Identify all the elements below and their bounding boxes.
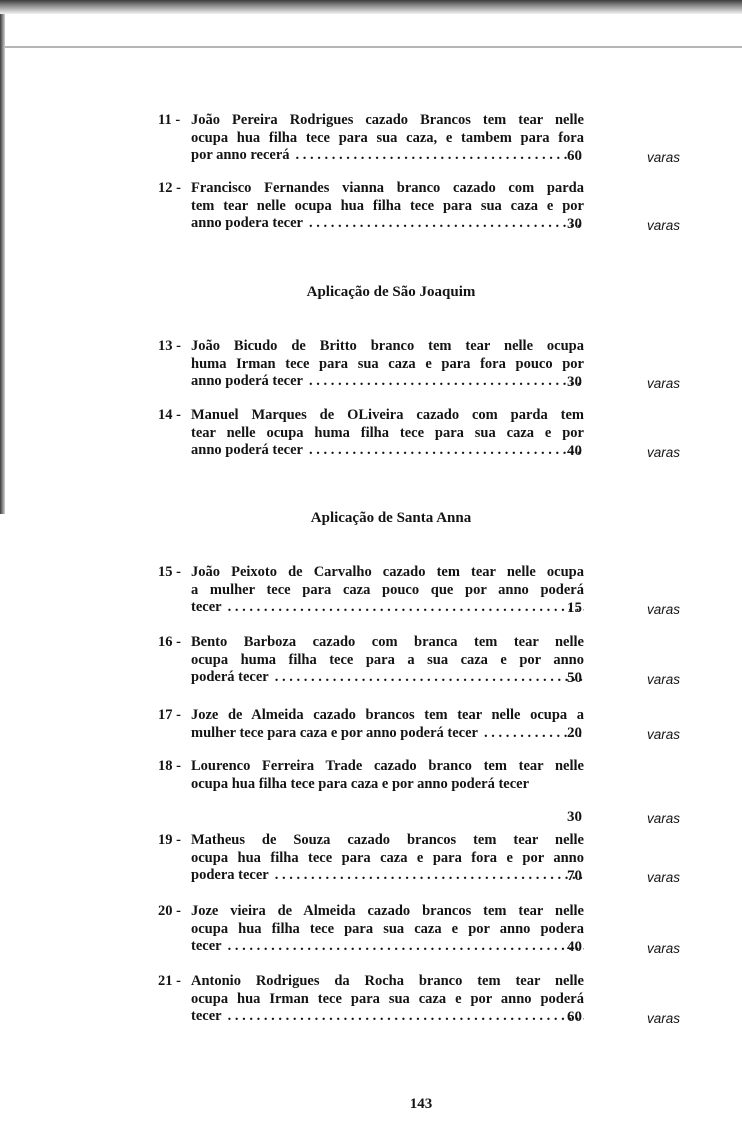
entry-line: poderá tecer [191, 669, 269, 685]
entry-unit: varas [647, 601, 681, 617]
entry-line: ocupa huma filha tece para a sua caza e por anno [191, 651, 584, 668]
entry-unit: varas [647, 671, 681, 687]
entry-line: podera tecer [191, 867, 269, 883]
entry-text [191, 338, 584, 391]
page-number-text: 143 [409, 1096, 433, 1112]
entry-unit: varas [647, 1010, 681, 1026]
entry-text [191, 634, 584, 687]
register-entry [158, 112, 698, 165]
dot-leader [228, 599, 584, 617]
entry-quantity: 70 [567, 867, 582, 884]
scan-edge-line [0, 46, 742, 48]
entry-unit: varas [647, 869, 681, 885]
entry-line: Francisco Fernandes vianna branco cazado com parda [191, 180, 584, 196]
entry-unit: varas [647, 217, 681, 233]
entry-unit: varas [647, 444, 681, 460]
entry-text [191, 564, 584, 617]
register-entry [158, 973, 698, 1026]
entry-unit: varas [647, 727, 681, 742]
entry-line: anno poderá tecer [191, 373, 303, 389]
entry-line: anno poderá tecer [191, 442, 303, 458]
entry-unit: varas [647, 940, 681, 956]
entry-line: Manuel Marques de OLiveira cazado com parda tem [191, 407, 584, 423]
entry-last-line: ocupa hua filha tece para caza e por anno poderá tecer [191, 775, 530, 792]
entry-unit: varas [647, 375, 681, 391]
entry-last-line [191, 867, 584, 885]
register-entry [158, 407, 698, 460]
entry-line: Antonio Rodrigues da Rocha branco tem tear nelle [191, 973, 584, 989]
entry-text [191, 407, 584, 460]
dot-leader [296, 147, 584, 165]
entry-unit: varas [647, 149, 681, 165]
dot-leader [228, 938, 584, 956]
register-entry [158, 758, 698, 826]
entry-quantity: 20 [567, 725, 582, 741]
entry-text [191, 707, 584, 742]
entry-text [191, 758, 584, 793]
section-heading [0, 284, 742, 301]
entry-last-line [191, 725, 584, 743]
entry-line: a mulher tece para caza pouco que por anno poderá [191, 581, 584, 598]
register-entry [158, 903, 698, 956]
entry-line: tecer [191, 1008, 222, 1024]
section-title: Aplicação de São Joaquim [306, 284, 476, 300]
entry-line: João Peixoto de Carvalho cazado tem tear nelle ocupa [191, 564, 584, 580]
entry-text [191, 903, 584, 956]
entry-line: mulher tece para caza e por anno poderá tecer [191, 724, 478, 741]
entry-line: Bento Barboza cazado com branca tem tear nelle [191, 634, 584, 650]
entry-text [191, 112, 584, 165]
entry-line: ocupa hua filha tece para caza e para fora e por anno [191, 849, 584, 866]
page-number [0, 1096, 742, 1113]
entry-quantity: 60 [567, 147, 582, 164]
entry-line: tecer [191, 938, 222, 954]
entry-text [191, 973, 584, 1026]
entry-number: 13 - [158, 338, 181, 354]
entry-line: huma Irman tece para sua caza e para fora pouco por [191, 355, 584, 372]
entry-unit: varas [647, 811, 681, 826]
section-heading [0, 510, 742, 527]
entry-last-line [191, 599, 584, 617]
entry-last-line [191, 215, 584, 233]
entry-number: 16 - [158, 634, 181, 650]
entry-last-line [191, 147, 584, 165]
register-entry [158, 707, 698, 742]
scan-edge-left [0, 14, 5, 514]
entry-quantity: 30 [567, 373, 582, 390]
entry-number: 20 - [158, 903, 181, 919]
entry-quantity: 40 [567, 442, 582, 459]
register-entry [158, 180, 698, 233]
entry-line: Joze vieira de Almeida cazado brancos tem tear nelle [191, 903, 584, 919]
entry-quantity: 60 [567, 1008, 582, 1025]
entry-line: Matheus de Souza cazado brancos tem tear nelle [191, 832, 584, 848]
entry-line: anno podera tecer [191, 215, 303, 231]
entry-last-line [191, 938, 584, 956]
entry-line: João Pereira Rodrigues cazado Brancos tem tear nelle [191, 112, 584, 128]
entry-text [191, 180, 584, 233]
entry-line: tear nelle ocupa huma filha tece para sua caza e por [191, 424, 584, 441]
section-title: Aplicação de Santa Anna [310, 510, 472, 526]
dot-leader [275, 669, 584, 687]
scan-edge-top [0, 0, 742, 14]
entry-line: tem tear nelle ocupa hua filha tece para sua caza e por [191, 197, 584, 214]
entry-quantity: 15 [567, 599, 582, 616]
register-entry [158, 564, 698, 617]
entry-quantity: 40 [567, 938, 582, 955]
entry-number: 21 - [158, 973, 181, 989]
entry-quantity: 30 [567, 215, 582, 232]
entry-last-line [191, 1008, 584, 1026]
entry-line: João Bicudo de Britto branco tem tear nelle ocupa [191, 338, 584, 354]
entry-number: 11 - [158, 112, 181, 128]
register-entry [158, 832, 698, 885]
entry-last-line [191, 373, 584, 391]
entry-number: 17 - [158, 707, 181, 723]
entry-text [191, 832, 584, 885]
entry-line: Lourenco Ferreira Trade cazado branco tem tear nelle [191, 758, 584, 774]
entry-line: Joze de Almeida cazado brancos tem tear nelle ocupa a [191, 707, 584, 723]
entry-quantity: 30 [567, 809, 582, 825]
register-entry [158, 338, 698, 391]
entry-last-line [191, 442, 584, 460]
dot-leader [275, 867, 584, 885]
entry-line: tecer [191, 599, 222, 615]
entry-line: por anno recerá [191, 147, 290, 163]
entry-line: ocupa hua Irman tece para sua caza e por anno poderá [191, 990, 584, 1007]
register-entry [158, 634, 698, 687]
dot-leader [228, 1008, 584, 1026]
entry-number: 19 - [158, 832, 181, 848]
entry-line: ocupa hua filha tece para sua caza e por anno podera [191, 920, 584, 937]
entry-number: 18 - [158, 758, 181, 774]
entry-number: 15 - [158, 564, 181, 580]
entry-quantity: 50 [567, 669, 582, 686]
entry-number: 14 - [158, 407, 181, 423]
entry-number: 12 - [158, 180, 181, 196]
entry-last-line [191, 669, 584, 687]
entry-line: ocupa hua filha tece para sua caza, e tambem para fora [191, 129, 584, 146]
